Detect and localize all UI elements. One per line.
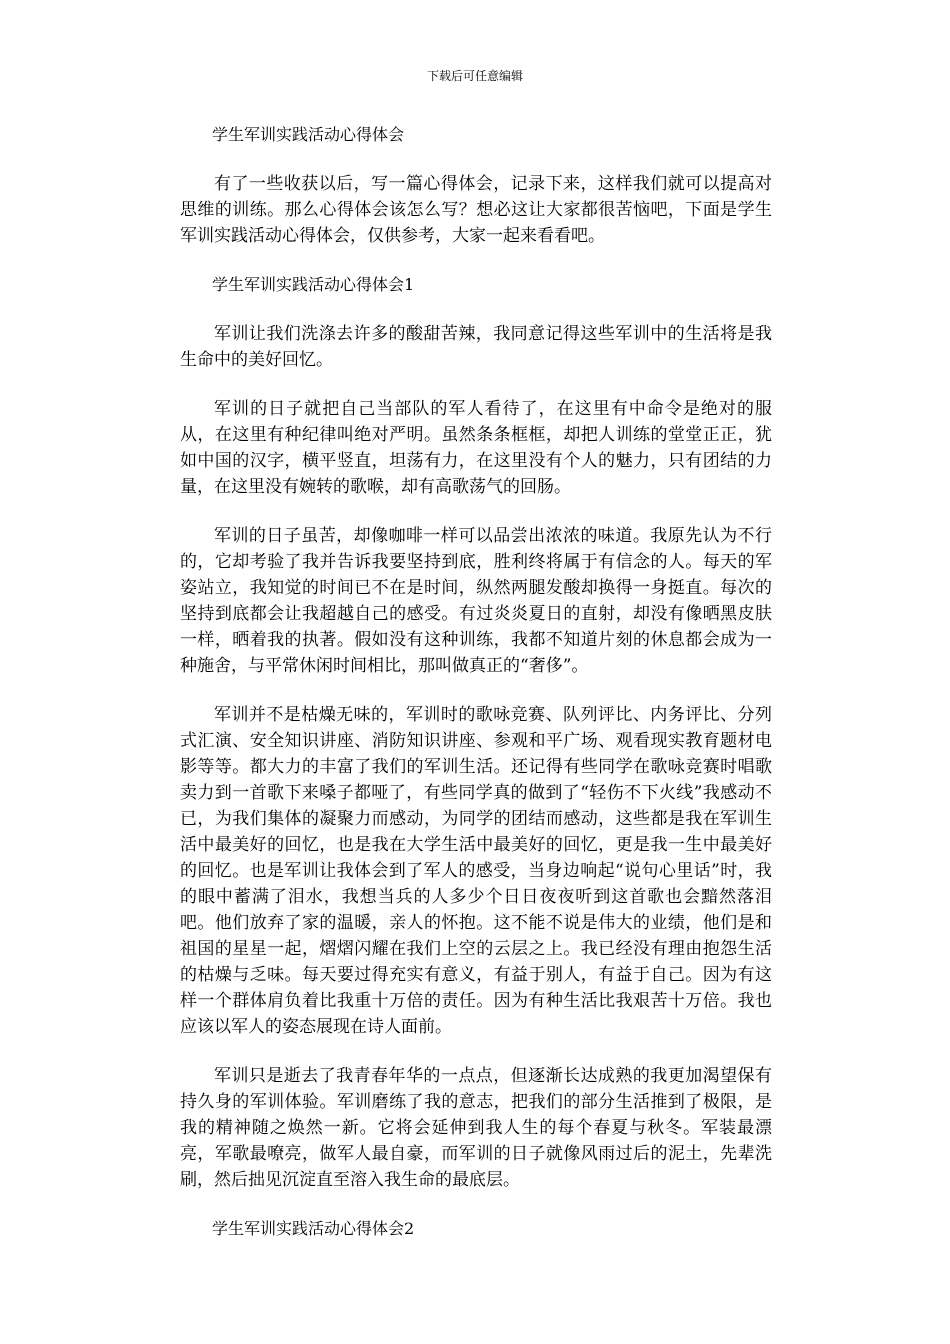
section-heading-2: 学生军训实践活动心得体会2	[212, 1219, 415, 1238]
header-note: 下载后可任意编辑	[426, 69, 523, 83]
section-heading-1: 学生军训实践活动心得体会1	[212, 275, 415, 294]
body-paragraph: 军训让我们洗涤去许多的酸甜苦辣，我同意记得这些军训中的生活将是我生命中的美好回忆。	[180, 324, 772, 370]
body-paragraph: 军训并不是枯燥无味的，军训时的歌咏竞赛、队列评比、内务评比、分列式汇演、安全知识讲座、消防知识讲座、参观和平广场、观看现实教育题材电影等等。都大力的丰富了我们的军训生活。还记得有些同学在歌咏竞赛时唱歌卖力到一首歌下来嗓子都哑了，有些同学真的做到了“轻伤不下火线”我感动不已，为我们集体的凝聚力而感动，为同学的团结而感动，这些都是我在军训生活中最美好的回忆，也是我在大学生活中最美好的回忆，更是我一生中最美好的回忆。也是军训让我体会到了军人的感受，当身边响起“说句心里话”时，我的眼中蓄满了泪水，我想当兵的人多少个日日夜夜听到这首歌也会黯然落泪吧。他们放弃了家的温暖，亲人的怀抱。这不能不说是伟大的业绩，他们是和祖国的星星一起，熠熠闪耀在我们上空的云层之上。我已经没有理由抱怨生活的枯燥与乏味。每天要过得充实有意义，有益于别人，有益于自己。因为有这样一个群体肩负着比我重十万倍的责任。因为有种生活比我艰苦十万倍。我也应该以军人的姿态展现在诗人面前。	[180, 705, 772, 1037]
document-title: 学生军训实践活动心得体会	[212, 125, 405, 144]
intro-paragraph: 有了一些收获以后，写一篇心得体会，记录下来，这样我们就可以提高对思维的训练。那么心得体会该怎么写？想必这让大家都很苦恼吧，下面是学生军训实践活动心得体会，仅供参考，大家一起来看看吧。	[180, 174, 772, 246]
body-paragraph: 军训的日子虽苦，却像咖啡一样可以品尝出浓浓的味道。我原先认为不行的，它却考验了我并告诉我要坚持到底，胜利终将属于有信念的人。每天的军姿站立，我知觉的时间已不在是时间，纵然两腿发酸却换得一身挺直。每次的坚持到底都会让我超越自己的感受。有过炎炎夏日的直射，却没有像晒黑皮肤一样，晒着我的执著。假如没有这种训练，我都不知道片刻的休息都会成为一种施舍，与平常休闲时间相比，那叫做真正的“奢侈”。	[180, 526, 772, 676]
document-body	[180, 122, 772, 1265]
body-paragraph: 军训只是逝去了我青春年华的一点点，但逐渐长达成熟的我更加渴望保有持久身的军训体验。军训磨练了我的意志，把我们的部分生活推到了极限，是我的精神随之焕然一新。它将会延伸到我人生的每个春夏与秋冬。军装最漂亮，军歌最嘹亮，做军人最自豪，而军训的日子就像风雨过后的泥土，先辈洗刷，然后拙见沉淀直至溶入我生命的最底层。	[180, 1066, 772, 1190]
body-paragraph: 军训的日子就把自己当部队的军人看待了，在这里有中命令是绝对的服从，在这里有种纪律叫绝对严明。虽然条条框框，却把人训练的堂堂正正，犹如中国的汉字，横平竖直，坦荡有力，在这里没有个人的魅力，只有团结的力量，在这里没有婉转的歌喉，却有高歌荡气的回肠。	[180, 399, 772, 497]
